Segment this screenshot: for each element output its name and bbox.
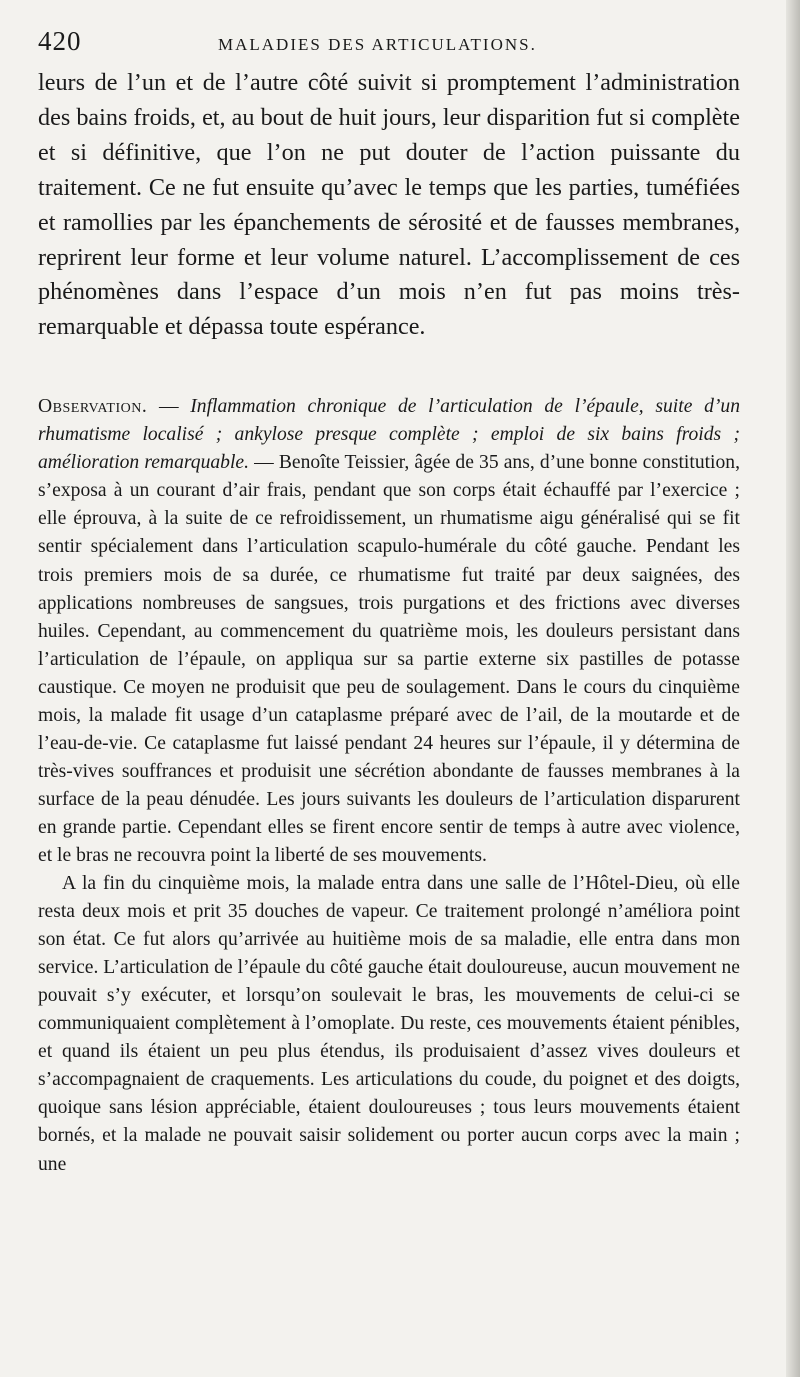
- page-number: 420: [38, 26, 82, 56]
- observation-text: — Benoîte Teissier, âgée de 35 ans, d’une bonne constitution, s’exposa à un courant d’air frais, pendant que son corps était échauffé par l’exercice ; elle éprouva, à la suite de ce refroidissement, un rhumatisme aigu généralisé qui se fit sentir spécialement dans l’articulation scapulo-humérale du côté gauche. Pendant les trois premiers mois de sa durée, ce rhumatisme fut traité par deux saignées, des applications nombreuses de sangsues, trois purgations et des frictions avec diverses huiles. Cependant, au commencement du quatrième mois, les douleurs persistant dans l’articulation de l’épaule, on appliqua sur sa partie externe six pastilles de potasse caustique. Ce moyen ne produisit que peu de soulagement. Dans le cours du cinquième mois, la malade fit usage d’un cataplasme préparé avec de l’ail, de la moutarde et de l’eau-de-vie. Ce cataplasme fut laissé pendant 24 heures sur l’épaule, il y détermina de très-vives souffrances et produisit une sécrétion abondante de fausses membranes à la surface de la peau dénudée. Les jours suivants les douleurs de l’articulation disparurent en grande partie. Cependant elles se firent encore sentir de temps à autre avec violence, et le bras ne recouvra point la liberté de ses mouvements.: [38, 452, 740, 866]
- section-gap: [38, 345, 740, 393]
- observation-label: Observation.: [38, 396, 148, 418]
- observation-paragraph: [38, 393, 740, 870]
- page-gutter-shadow: [786, 0, 800, 1377]
- observation-dash: —: [147, 396, 191, 418]
- page-header: [38, 26, 740, 66]
- intro-paragraph: leurs de l’un et de l’autre côté suivit si promptement l’administration des bains froids, et, au bout de huit jours, leur disparition fut si complète et si définitive, que l’on ne put douter de l’action puissante du traitement. Ce ne fut ensuite qu’avec le temps que les parties, tuméfiées et ramollies par les épanchements de sérosité et de fausses membranes, reprirent leur forme et leur volume naturel. L’accomplissement de ces phénomènes dans l’espace d’un mois n’en fut pas moins très-remarquable et dépassa toute espérance.: [38, 69, 740, 341]
- final-paragraph: A la fin du cinquième mois, la malade entra dans une salle de l’Hôtel-Dieu, où elle resta deux mois et prit 35 douches de vapeur. Ce traitement prolongé n’améliora point son état. Ce fut alors qu’arrivée au huitième mois de sa maladie, elle entra dans mon service. L’articulation de l’épaule du côté gauche était douloureuse, aucun mouvement ne pouvait s’y exécuter, et lorsqu’on soulevait le bras, les mouvements de celui-ci se communiquaient complètement à l’omoplate. Du reste, ces mouvements étaient pénibles, et quand ils étaient un peu plus étendus, ils produisaient d’assez vives douleurs et s’accompagnaient de craquements. Les articulations du coude, du poignet et des doigts, quoique sans lésion appréciable, étaient douloureuses ; tous leurs mouvements étaient bornés, et la malade ne pouvait saisir solidement ou porter aucun corps avec la main ; une: [38, 873, 740, 1175]
- observation-title: Inflammation chronique de l’articulation de l’épaule, suite d’un rhumatisme localisé ; ankylose presque complète ; emploi de six bains froids ; amélioration remarquable.: [38, 396, 741, 474]
- running-head: MALADIES DES ARTICULATIONS.: [218, 35, 537, 54]
